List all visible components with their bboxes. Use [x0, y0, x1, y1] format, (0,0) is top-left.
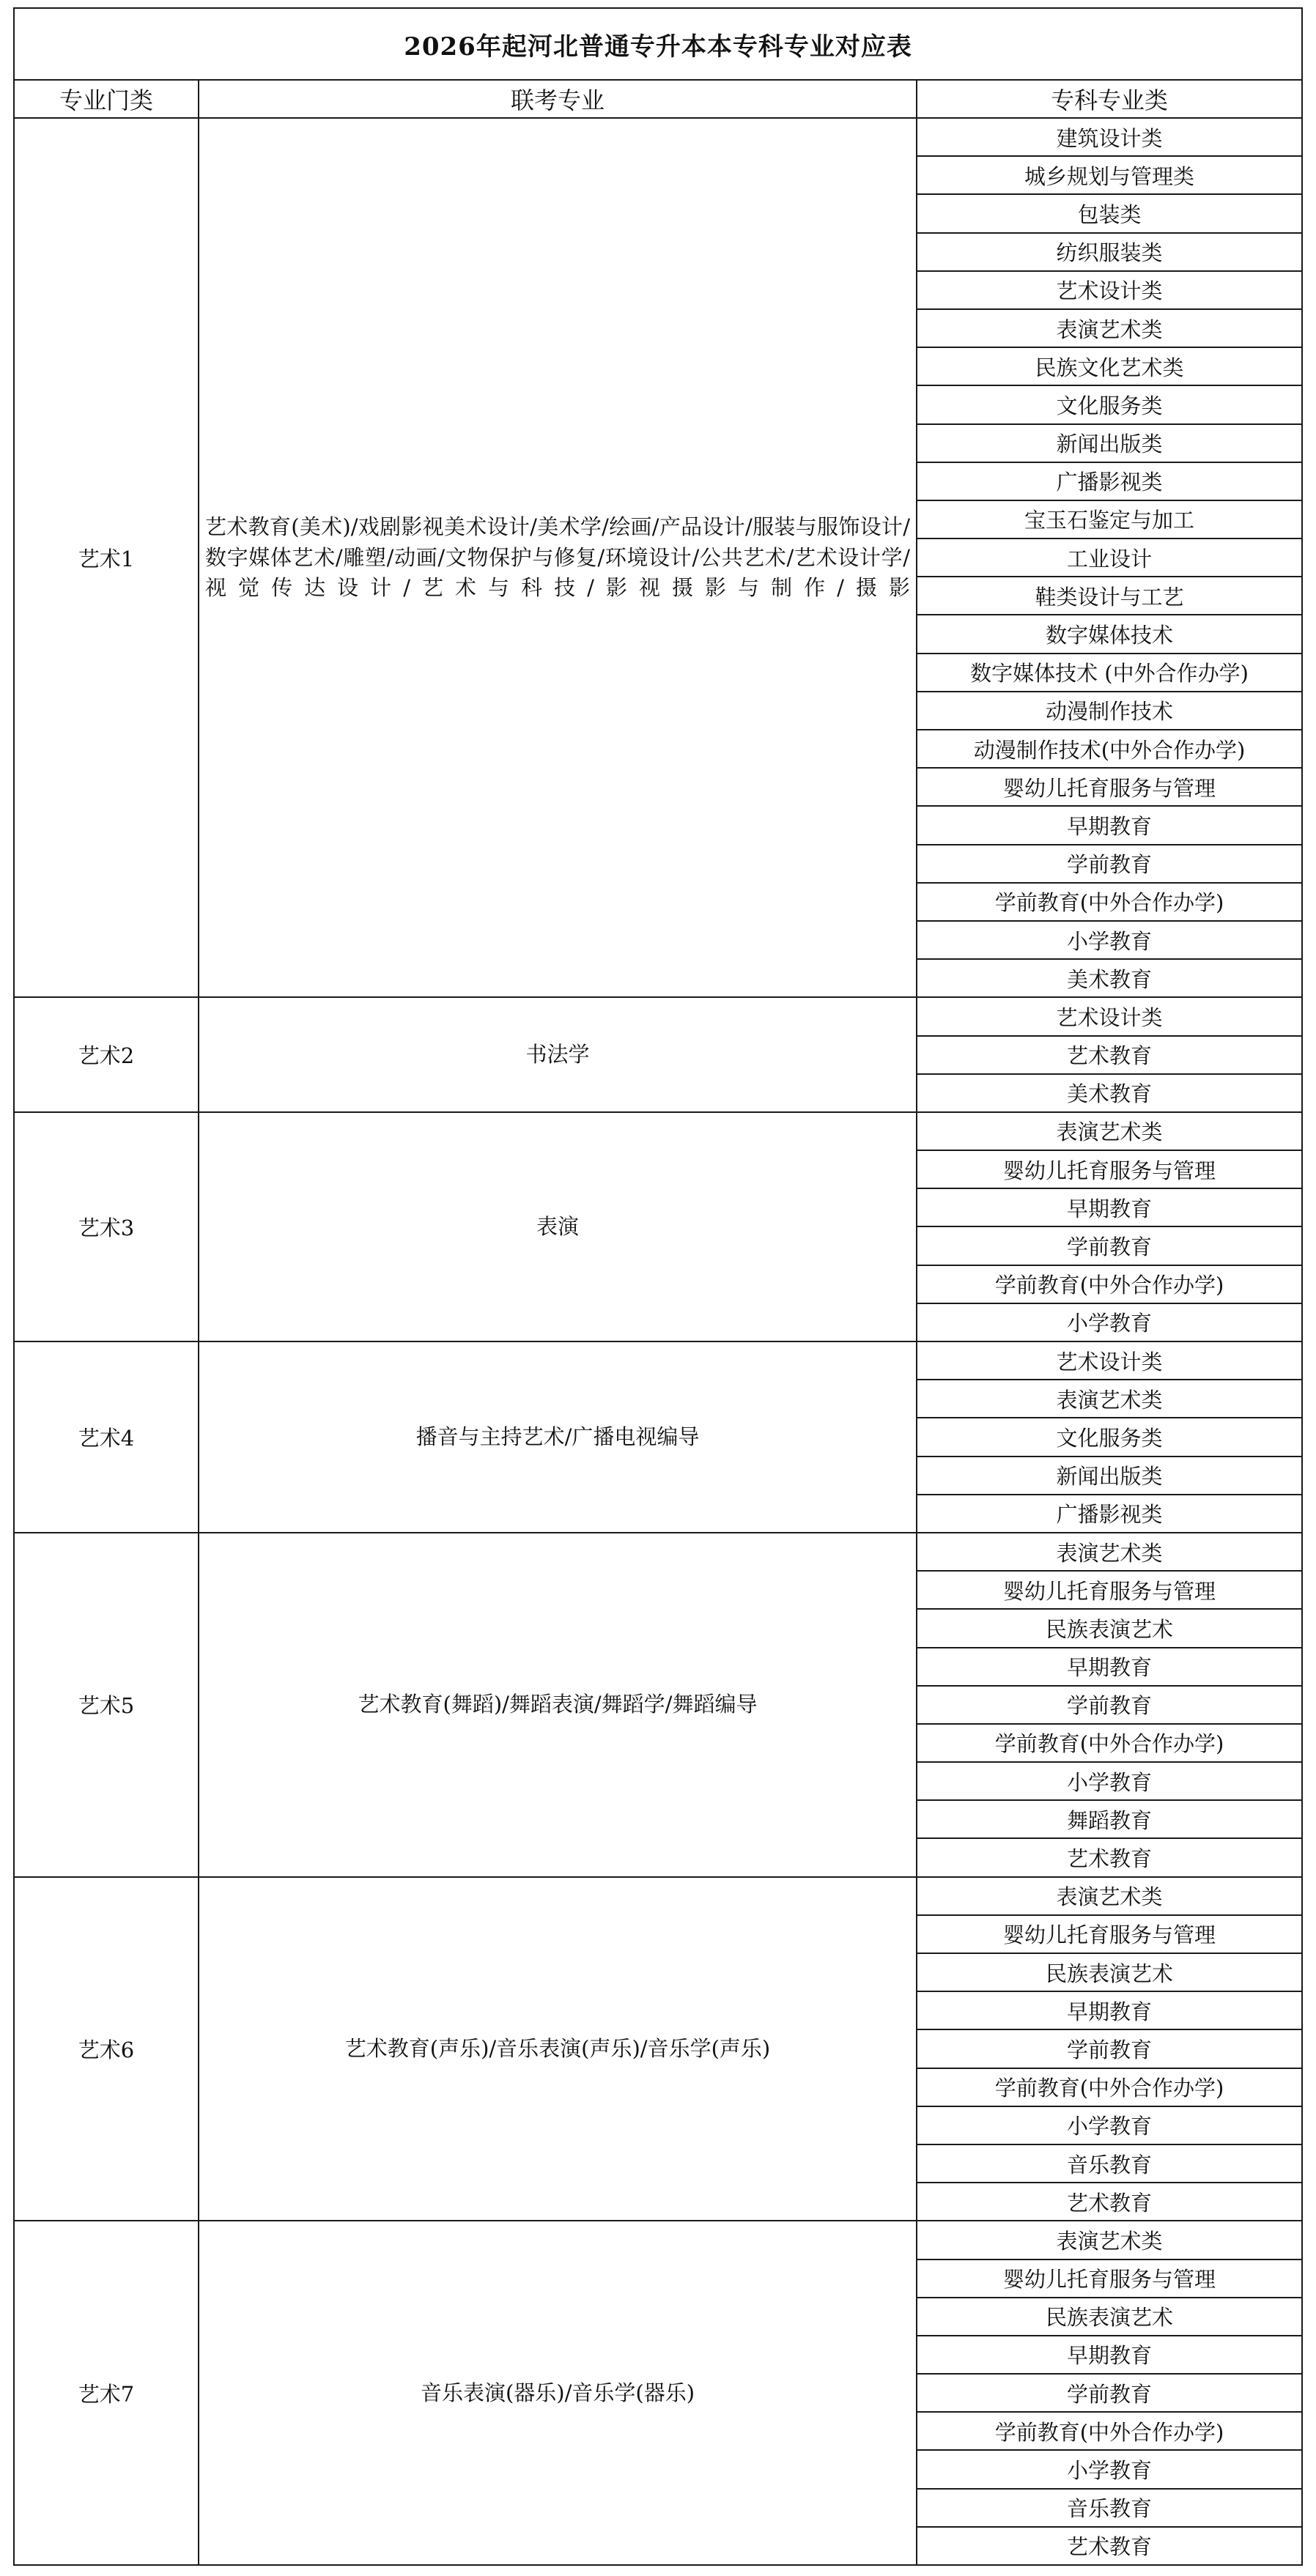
- college-major-cell: 学前教育: [917, 1686, 1302, 1724]
- college-major-cell: 宝玉石鉴定与加工: [917, 500, 1302, 538]
- college-major-cell: 舞蹈教育: [917, 1800, 1302, 1838]
- college-major-cell: 早期教育: [917, 806, 1302, 844]
- correspondence-table: [13, 7, 1303, 2566]
- college-major-cell: 学前教育: [917, 2029, 1302, 2068]
- college-major-cell: 学前教育: [917, 845, 1302, 883]
- college-major-cell: 艺术教育: [917, 2183, 1302, 2221]
- college-major-cell: 婴幼儿托育服务与管理: [917, 1150, 1302, 1188]
- exam-major-cell: 艺术教育(美术)/戏剧影视美术设计/美术学/绘画/产品设计/服装与服饰设计/数字媒体艺术/雕塑/动画/文物保护与修复/环境设计/公共艺术/艺术设计学/视觉传达设计/艺术与科技/影视摄影与制作/摄影: [199, 118, 917, 997]
- category-cell: 艺术2: [14, 997, 199, 1112]
- college-major-cell: 新闻出版类: [917, 424, 1302, 462]
- college-major-cell: 学前教育(中外合作办学): [917, 2412, 1302, 2450]
- table-row: [14, 997, 1302, 1035]
- table-body: [14, 118, 1302, 2565]
- college-major-cell: 学前教育(中外合作办学): [917, 1265, 1302, 1303]
- table-row: [14, 1341, 1302, 1380]
- college-major-cell: 婴幼儿托育服务与管理: [917, 768, 1302, 806]
- college-major-cell: 婴幼儿托育服务与管理: [917, 1571, 1302, 1609]
- table-row: [14, 118, 1302, 156]
- college-major-cell: 小学教育: [917, 1762, 1302, 1800]
- exam-major-cell: 书法学: [199, 997, 917, 1112]
- college-major-cell: 艺术教育: [917, 1838, 1302, 1876]
- college-major-cell: 艺术设计类: [917, 271, 1302, 309]
- table-row: [14, 1112, 1302, 1150]
- exam-major-cell: 艺术教育(声乐)/音乐表演(声乐)/音乐学(声乐): [199, 1877, 917, 2221]
- college-major-cell: 学前教育: [917, 2374, 1302, 2412]
- college-major-cell: 表演艺术类: [917, 1112, 1302, 1150]
- table-row: [14, 1533, 1302, 1571]
- college-major-cell: 民族表演艺术: [917, 2298, 1302, 2336]
- category-cell: 艺术4: [14, 1341, 199, 1533]
- college-major-cell: 艺术教育: [917, 2527, 1302, 2565]
- college-major-cell: 表演艺术类: [917, 309, 1302, 347]
- college-major-cell: 小学教育: [917, 921, 1302, 959]
- college-major-cell: 表演艺术类: [917, 2221, 1302, 2259]
- college-major-cell: 纺织服装类: [917, 233, 1302, 271]
- table-title: 2026年起河北普通专升本本专科专业对应表: [14, 8, 1302, 80]
- college-major-cell: 小学教育: [917, 1303, 1302, 1341]
- college-major-cell: 文化服务类: [917, 385, 1302, 423]
- column-header-college-major: 专科专业类: [917, 80, 1302, 118]
- college-major-cell: 动漫制作技术(中外合作办学): [917, 730, 1302, 768]
- college-major-cell: 表演艺术类: [917, 1380, 1302, 1418]
- college-major-cell: 学前教育(中外合作办学): [917, 883, 1302, 921]
- college-major-cell: 美术教育: [917, 959, 1302, 997]
- college-major-cell: 早期教育: [917, 2336, 1302, 2374]
- college-major-cell: 数字媒体技术: [917, 615, 1302, 653]
- college-major-cell: 民族表演艺术: [917, 1953, 1302, 1991]
- college-major-cell: 音乐教育: [917, 2489, 1302, 2527]
- college-major-cell: 民族文化艺术类: [917, 347, 1302, 385]
- college-major-cell: 早期教育: [917, 1991, 1302, 2029]
- college-major-cell: 学前教育: [917, 1226, 1302, 1265]
- college-major-cell: 美术教育: [917, 1074, 1302, 1112]
- category-cell: 艺术3: [14, 1112, 199, 1341]
- college-major-cell: 包装类: [917, 194, 1302, 232]
- table-row: [14, 2221, 1302, 2259]
- college-major-cell: 艺术教育: [917, 1036, 1302, 1074]
- college-major-cell: 城乡规划与管理类: [917, 156, 1302, 194]
- college-major-cell: 广播影视类: [917, 1495, 1302, 1533]
- exam-major-cell: 播音与主持艺术/广播电视编导: [199, 1341, 917, 1533]
- table-row: [14, 1877, 1302, 1915]
- college-major-cell: 文化服务类: [917, 1418, 1302, 1456]
- college-major-cell: 音乐教育: [917, 2144, 1302, 2183]
- exam-major-cell: 音乐表演(器乐)/音乐学(器乐): [199, 2221, 917, 2565]
- college-major-cell: 婴幼儿托育服务与管理: [917, 1915, 1302, 1953]
- category-cell: 艺术1: [14, 118, 199, 997]
- column-header-exam-major: 联考专业: [199, 80, 917, 118]
- exam-major-cell: 表演: [199, 1112, 917, 1341]
- category-cell: 艺术5: [14, 1533, 199, 1877]
- category-cell: 艺术6: [14, 1877, 199, 2221]
- college-major-cell: 艺术设计类: [917, 997, 1302, 1035]
- college-major-cell: 表演艺术类: [917, 1877, 1302, 1915]
- exam-major-cell: 艺术教育(舞蹈)/舞蹈表演/舞蹈学/舞蹈编导: [199, 1533, 917, 1877]
- college-major-cell: 工业设计: [917, 538, 1302, 577]
- column-header-category: 专业门类: [14, 80, 199, 118]
- college-major-cell: 学前教育(中外合作办学): [917, 2068, 1302, 2106]
- college-major-cell: 学前教育(中外合作办学): [917, 1724, 1302, 1762]
- college-major-cell: 艺术设计类: [917, 1341, 1302, 1380]
- college-major-cell: 鞋类设计与工艺: [917, 577, 1302, 615]
- college-major-cell: 小学教育: [917, 2450, 1302, 2488]
- college-major-cell: 动漫制作技术: [917, 692, 1302, 730]
- college-major-cell: 数字媒体技术 (中外合作办学): [917, 654, 1302, 692]
- category-cell: 艺术7: [14, 2221, 199, 2565]
- college-major-cell: 婴幼儿托育服务与管理: [917, 2259, 1302, 2298]
- college-major-cell: 早期教育: [917, 1188, 1302, 1226]
- college-major-cell: 新闻出版类: [917, 1457, 1302, 1495]
- college-major-cell: 早期教育: [917, 1648, 1302, 1686]
- college-major-cell: 表演艺术类: [917, 1533, 1302, 1571]
- college-major-cell: 建筑设计类: [917, 118, 1302, 156]
- college-major-cell: 民族表演艺术: [917, 1609, 1302, 1647]
- college-major-cell: 广播影视类: [917, 462, 1302, 500]
- college-major-cell: 小学教育: [917, 2106, 1302, 2144]
